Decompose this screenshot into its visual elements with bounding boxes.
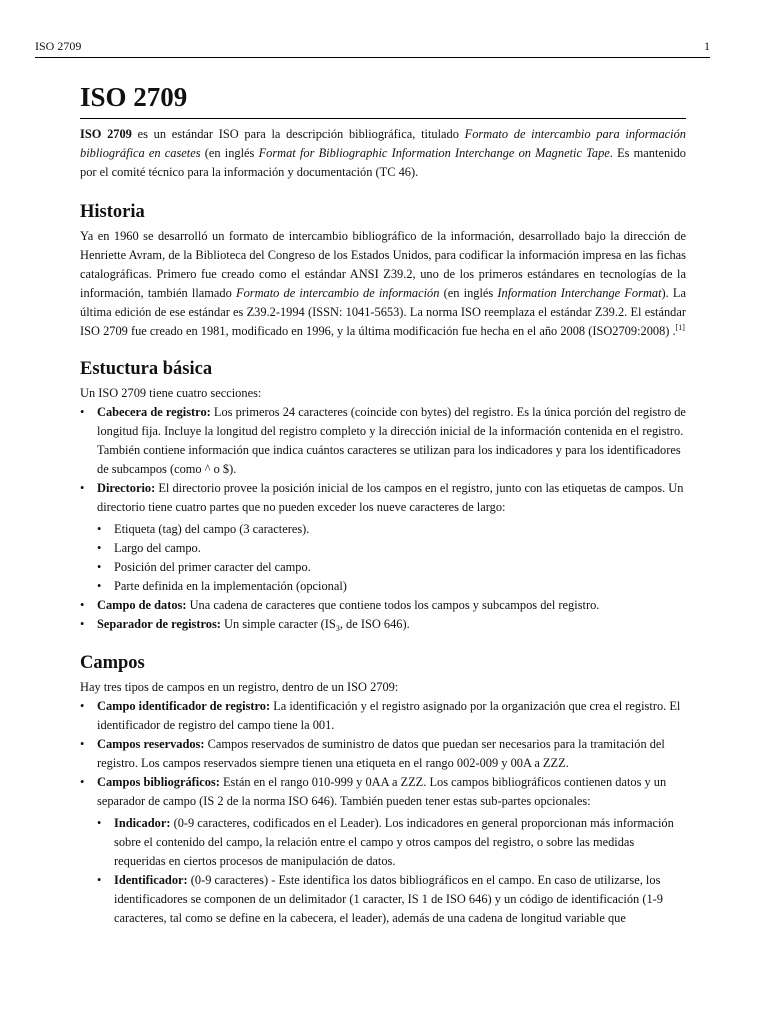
running-header-title: ISO 2709 bbox=[35, 39, 82, 53]
item-subscript: 3 bbox=[335, 624, 340, 633]
list-item bbox=[80, 403, 686, 479]
estructura-list bbox=[80, 403, 686, 634]
campos-list bbox=[80, 697, 686, 928]
list-item: • Parte definida en la implementación (opcional) bbox=[97, 577, 686, 596]
article-content bbox=[80, 80, 686, 928]
list-item: • Etiqueta (tag) del campo (3 caracteres). bbox=[97, 520, 686, 539]
item-text: Están en el rango 010-999 y 0AA a ZZZ. Los campos bibliográficos contienen datos y un separador de campo (IS 2 de la norma ISO 646). También pueden tener estas sub-partes opcionales: bbox=[97, 775, 667, 808]
item-label: Campo identificador de registro: bbox=[97, 699, 271, 713]
intro-paragraph bbox=[80, 125, 686, 182]
item-text: Campos reservados de suministro de datos que puedan ser necesarios para la tramitación del registro. Los campos reservados siempre tienen una etiqueta en el rango 002-009 y 00A a ZZZ. bbox=[97, 737, 665, 770]
item-label: Campos bibliográficos: bbox=[97, 775, 220, 789]
campos-lead: Hay tres tipos de campos en un registro, dentro de un ISO 2709: bbox=[80, 680, 399, 694]
item-label: Campos reservados: bbox=[97, 737, 205, 751]
list-item bbox=[80, 773, 686, 928]
item-text: (0-9 caracteres, codificados en el Leader). Los indicadores en general proporcionan más información sobre el contenido del campo, la relación entre el campo y otros campos del registro, o sobre las medidas requeridas en ciertos procesos de manipulación de datos. bbox=[114, 816, 674, 868]
reference-link-1[interactable]: [1] bbox=[675, 323, 685, 332]
intro-text-1: es un estándar ISO para la descripción bibliográfica, titulado bbox=[131, 127, 465, 141]
item-label: Campo de datos: bbox=[97, 598, 187, 612]
heading-historia: Historia bbox=[80, 202, 145, 222]
header-rule bbox=[35, 57, 710, 58]
list-item bbox=[80, 735, 686, 773]
intro-text-2: (en inglés bbox=[200, 146, 259, 160]
historia-text-1: Ya en 1960 se desarrolló un formato de intercambio bibliográfico de la información, desarrollado bajo la dirección de Henriette Avram, de la Biblioteca del Congreso de los Estados Unidos, para codificar la información impresa en las fichas catalográficas. Primero fue creado como el estándar ANSI Z39.2, uno de los primeros estándares en tecnologías de la información, también llamado bbox=[80, 229, 686, 300]
item-text: La identificación y el registro asignado por la organización que crea el registro. El identificador de registro del campo tiene la 001. bbox=[97, 699, 681, 732]
page-number: 1 bbox=[704, 39, 710, 53]
item-label: Separador de registros: bbox=[97, 617, 221, 631]
page-title: ISO 2709 bbox=[80, 80, 686, 119]
list-item bbox=[80, 596, 686, 615]
item-text: (0-9 caracteres) - Este identifica los datos bibliográficos en el campo. En caso de utilizarse, los identificadores se componen de un delimitador (1 caracter, IS 1 de ISO 646) y un código de identificación (1-9 caracteres, tal como se define en la cabecera, el leader), además de una cadena de longitud variable que bbox=[114, 873, 663, 925]
list-item: • Largo del campo. bbox=[97, 539, 686, 558]
directorio-parts-list bbox=[97, 520, 686, 596]
intro-italic-2: Format for Bibliographic Information Interchange on Magnetic Tape bbox=[258, 146, 610, 160]
item-text: Los primeros 24 caracteres (coincide con bytes) del registro. Es la única porción del registro de longitud fija. Incluye la longitud del registro completo y la dirección inicial de la información contenida en el registro. También contiene información que indica cuántos caracteres se utilizan para los indicadores y para los identificadores de subcampos (como ^ o $). bbox=[97, 405, 686, 476]
historia-text-3: ). La última edición de ese estándar es Z39.2-1994 (ISSN: 1041-5653). La norma ISO reemplaza el estándar Z39.2. El estándar ISO 2709 fue creado en 1981, modificado en 1996, y la última modificación fue hecha en el año 2008 (ISO2709:2008) . bbox=[80, 286, 686, 338]
campos-subparts-list bbox=[97, 814, 686, 928]
intro-term: ISO 2709 bbox=[80, 127, 132, 141]
historia-italic-2: Information Interchange Format bbox=[497, 286, 662, 300]
list-item bbox=[97, 814, 686, 871]
list-item bbox=[97, 871, 686, 928]
estructura-lead: Un ISO 2709 tiene cuatro secciones: bbox=[80, 386, 262, 400]
heading-estructura-basica: Estuctura básica bbox=[80, 359, 213, 379]
item-label: Directorio: bbox=[97, 481, 156, 495]
historia-italic-1: Formato de intercambio de información bbox=[236, 286, 440, 300]
list-item bbox=[80, 697, 686, 735]
item-text: , de ISO 646). bbox=[339, 617, 410, 631]
heading-campos: Campos bbox=[80, 653, 145, 673]
list-item bbox=[80, 479, 686, 596]
list-item: • Posición del primer caracter del campo. bbox=[97, 558, 686, 577]
item-label: Indicador: bbox=[114, 816, 171, 830]
item-text: Un simple caracter (IS bbox=[220, 617, 336, 631]
item-label: Identificador: bbox=[114, 873, 188, 887]
list-item bbox=[80, 615, 686, 634]
item-text: Una cadena de caracteres que contiene todos los campos y subcampos del registro. bbox=[186, 598, 600, 612]
intro-italic-1: Formato de intercambio para información bibliográfica en casetes bbox=[80, 127, 686, 160]
intro-text-3: . Es mantenido por el comité técnico para la información y documentación (TC 46). bbox=[80, 146, 686, 179]
historia-text-2: (en inglés bbox=[439, 286, 498, 300]
historia-paragraph bbox=[80, 227, 686, 341]
item-text: El directorio provee la posición inicial de los campos en el registro, junto con las etiquetas de campos. Un directorio tiene cuatro partes que no pueden exceder los nueve caracteres de largo: bbox=[97, 481, 684, 514]
item-label: Cabecera de registro: bbox=[97, 405, 211, 419]
